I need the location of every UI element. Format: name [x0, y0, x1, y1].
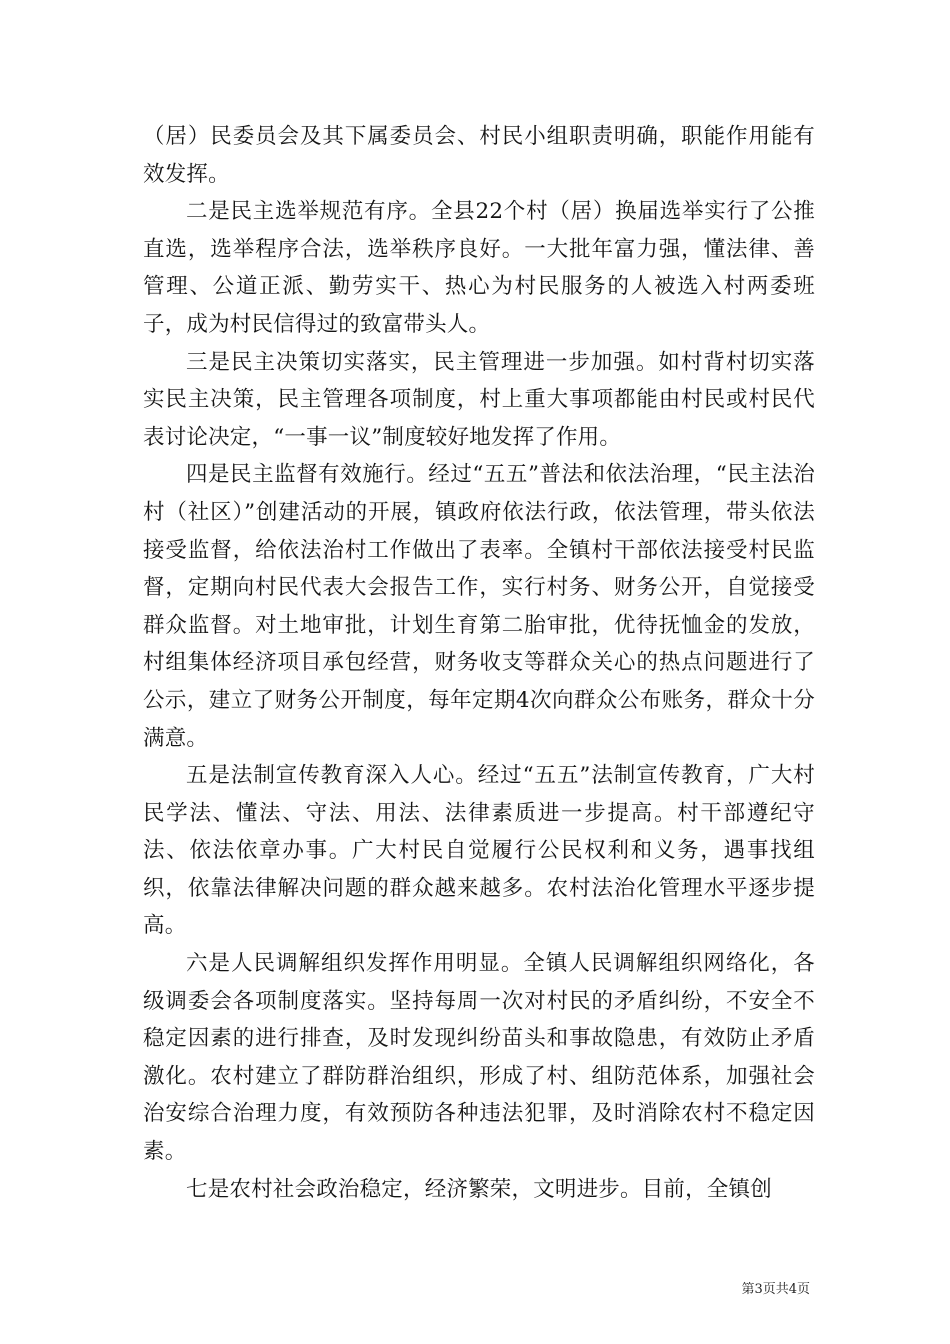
paragraph-democratic-decision: 三是民主决策切实落实，民主管理进一步加强。如村背村切实落实民主决策，民主管理各项制度，村上重大事项都能由村民或村民代表讨论决定，“一事一议”制度较好地发挥了作用。: [143, 349, 815, 450]
paragraph-democratic-election: 二是民主选举规范有序。全县22个村（居）换届选举实行了公推直选，选举程序合法，选举秩序良好。一大批年富力强，懂法律、善管理、公道正派、勤劳实干、热心为村民服务的人被选入村两委班子，成为村民信得过的致富带头人。: [143, 199, 815, 337]
paragraph-continuation: （居）民委员会及其下属委员会、村民小组职责明确，职能作用能有效发挥。: [143, 124, 815, 187]
paragraph-social-stability: 七是农村社会政治稳定，经济繁荣，文明进步。目前，全镇创: [186, 1176, 772, 1202]
document-body: [143, 118, 815, 1208]
paragraph-legal-education: 五是法制宣传教育深入人心。经过“五五”法制宣传教育，广大村民学法、懂法、守法、用法、法律素质进一步提高。村干部遵纪守法、依法依章办事。广大村民自觉履行公民权利和义务，遇事找组织，依靠法律解决问题的群众越来越多。农村法治化管理水平逐步提高。: [143, 763, 815, 939]
page-number: 第3页共4页: [741, 1282, 810, 1297]
paragraph-mediation: 六是人民调解组织发挥作用明显。全镇人民调解组织网络化，各级调委会各项制度落实。坚持每周一次对村民的矛盾纠纷，不安全不稳定因素的进行排查，及时发现纠纷苗头和事故隐患，有效防止矛盾激化。农村建立了群防群治组织，形成了村、组防范体系，加强社会治安综合治理力度，有效预防各种违法犯罪，及时消除农村不稳定因素。: [143, 951, 815, 1165]
paragraph-democratic-supervision: 四是民主监督有效施行。经过“五五”普法和依法治理，“民主法治村（社区）”创建活动的开展，镇政府依法行政，依法管理，带头依法接受监督，给依法治村工作做出了表率。全镇村干部依法接受村民监督，定期向村民代表大会报告工作，实行村务、财务公开，自觉接受群众监督。对土地审批，计划生育第二胎审批，优待抚恤金的发放，村组集体经济项目承包经营，财务收支等群众关心的热点问题进行了公示，建立了财务公开制度，每年定期4次向群众公布账务，群众十分满意。: [143, 462, 815, 751]
